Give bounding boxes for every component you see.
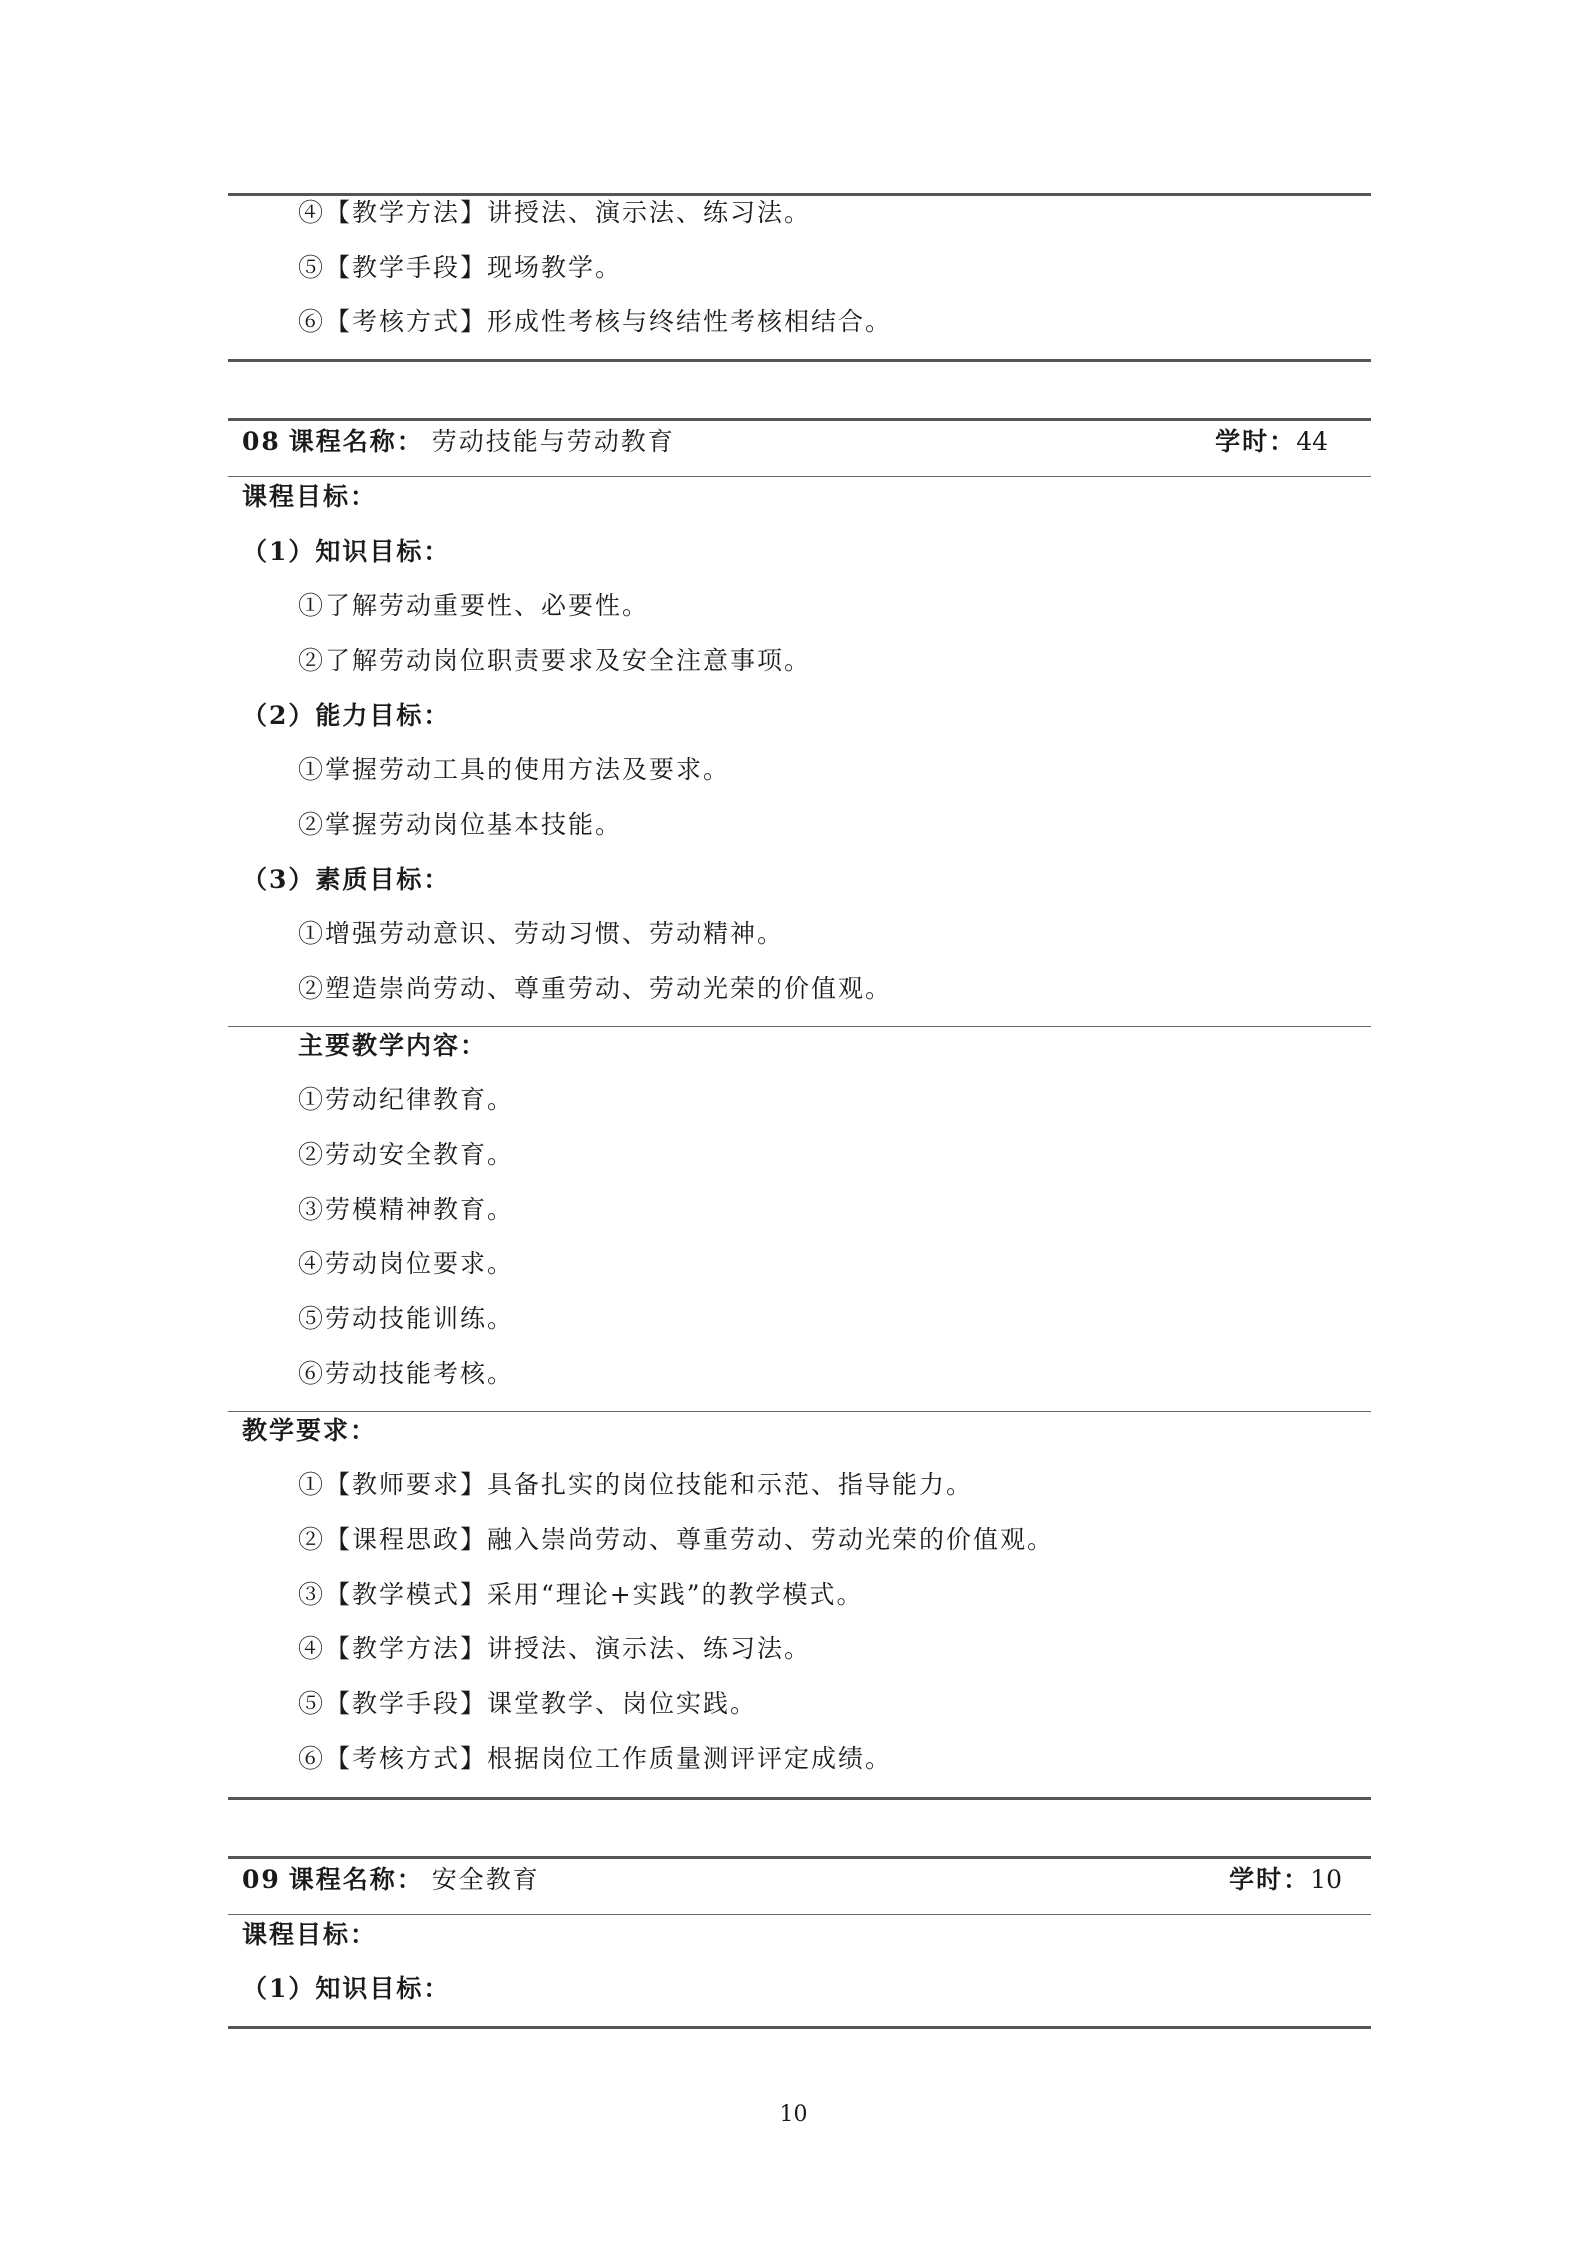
course09-name-label: 课程名称：: [288, 1865, 424, 1894]
course09-header: [242, 1862, 1342, 1898]
course08-quality-1: ①增强劳动意识、劳动习惯、劳动精神。: [298, 919, 785, 948]
course08-name-label: 课程名称：: [288, 427, 424, 456]
course08-goals-divider: [228, 1026, 1371, 1027]
course09-number: 09: [242, 1865, 281, 1894]
table-bottom-border: [228, 359, 1371, 362]
course09-hours: [1229, 1862, 1342, 1898]
course08-top-border: [228, 418, 1371, 421]
course08-requirement-6: ⑥【考核方式】根据岗位工作质量测评评定成绩。: [298, 1744, 893, 1773]
course08-requirement-2: ②【课程思政】融入崇尚劳动、尊重劳动、劳动光荣的价值观。: [298, 1525, 1055, 1554]
course08-content-title: 主要教学内容：: [298, 1031, 488, 1060]
course08-header-divider: [228, 476, 1371, 477]
course08-requirement-1: ①【教师要求】具备扎实的岗位技能和示范、指导能力。: [298, 1470, 974, 1499]
course08-content-5: ⑤劳动技能训练。: [298, 1304, 515, 1333]
course08-knowledge-title: （1）知识目标：: [242, 537, 451, 566]
course08-content-4: ④劳动岗位要求。: [298, 1249, 515, 1278]
course08-hours-label: 学时：: [1215, 427, 1297, 456]
course09-header-divider: [228, 1914, 1371, 1915]
course08-number: 08: [242, 427, 281, 456]
course08-requirement-5: ⑤【教学手段】课堂教学、岗位实践。: [298, 1689, 758, 1718]
course08-ability-1: ①掌握劳动工具的使用方法及要求。: [298, 755, 731, 784]
course08-requirement-4: ④【教学方法】讲授法、演示法、练习法。: [298, 1634, 812, 1663]
course09-hours-value: 10: [1310, 1865, 1342, 1894]
course08-hours: [1215, 424, 1328, 460]
course09-top-border: [228, 1856, 1371, 1859]
course08-content-1: ①劳动纪律教育。: [298, 1085, 515, 1114]
course08-content-6: ⑥劳动技能考核。: [298, 1359, 515, 1388]
course09-bottom-border: [228, 2026, 1371, 2029]
course08-goals-title: 课程目标：: [242, 482, 378, 511]
course09-name: 安全教育: [431, 1865, 540, 1894]
prev-requirement-6: ⑥【考核方式】形成性考核与终结性考核相结合。: [298, 307, 893, 336]
course09-hours-label: 学时：: [1229, 1865, 1311, 1894]
course08-ability-2: ②掌握劳动岗位基本技能。: [298, 810, 623, 839]
course08-hours-value: 44: [1296, 427, 1328, 456]
page-number: 10: [779, 2102, 808, 2127]
course08-knowledge-1: ①了解劳动重要性、必要性。: [298, 591, 650, 620]
course08-requirement-3: ③【教学模式】采用“理论+实践”的教学模式。: [298, 1580, 864, 1609]
prev-requirement-4: ④【教学方法】讲授法、演示法、练习法。: [298, 198, 812, 227]
course08-knowledge-2: ②了解劳动岗位职责要求及安全注意事项。: [298, 646, 812, 675]
course08-quality-2: ②塑造崇尚劳动、尊重劳动、劳动光荣的价值观。: [298, 974, 893, 1003]
prev-requirement-5: ⑤【教学手段】现场教学。: [298, 253, 623, 282]
course08-header: [242, 424, 1328, 460]
course08-quality-title: （3）素质目标：: [242, 865, 451, 894]
course09-knowledge-title: （1）知识目标：: [242, 1974, 451, 2003]
course09-goals-title: 课程目标：: [242, 1920, 378, 1949]
course08-content-2: ②劳动安全教育。: [298, 1140, 515, 1169]
course08-requirements-title: 教学要求：: [242, 1416, 378, 1445]
course08-content-divider: [228, 1411, 1371, 1412]
course08-content-3: ③劳模精神教育。: [298, 1195, 515, 1224]
course08-name: 劳动技能与劳动教育: [431, 427, 675, 456]
course08-ability-title: （2）能力目标：: [242, 701, 451, 730]
course08-bottom-border: [228, 1797, 1371, 1800]
